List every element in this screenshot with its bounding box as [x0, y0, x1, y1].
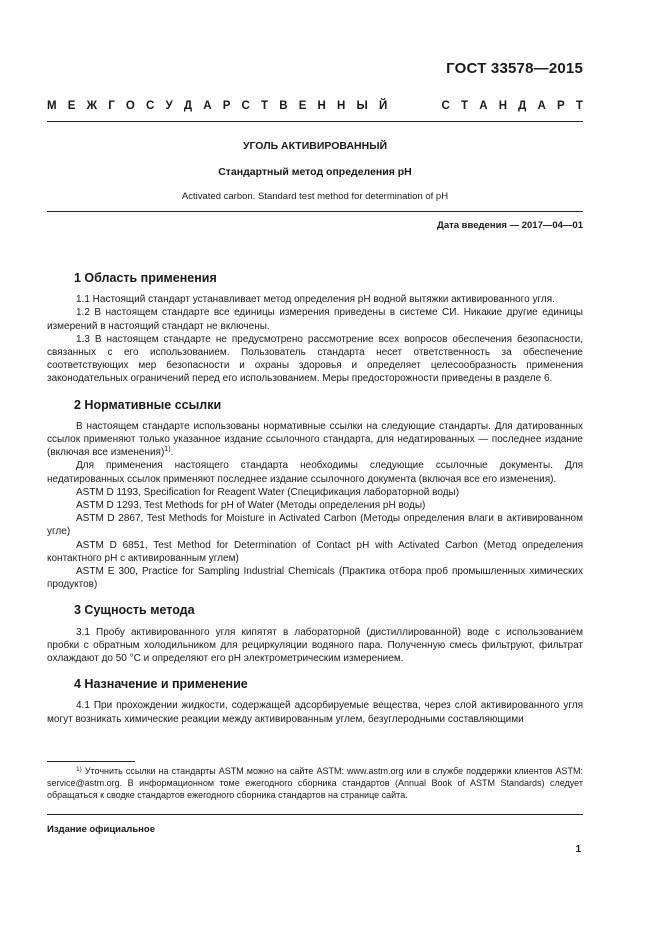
paragraph-end: .: [170, 447, 174, 459]
reference-item: ASTM D 6851, Test Method for Determination of Contact pH with Activated Carbon (Метод определения контактного рН с активированным углем): [47, 539, 583, 564]
label-letter: Т: [261, 100, 269, 112]
section-method-essence: [47, 604, 583, 665]
paragraph: 4.1 При прохождении жидкости, содержащей адсорбируемые вещества, через слой активированного угля могут возникать химические реакции между активированным углем, безуглеродными составляющими: [47, 700, 583, 725]
label-letter: А: [537, 100, 546, 112]
document-title: УГОЛЬ АКТИВИРОВАННЫЙ: [242, 140, 388, 152]
label-letter: [413, 100, 416, 112]
footnote: [47, 765, 583, 801]
section-heading: 3 Сущность метода: [74, 603, 195, 618]
paragraph: [47, 420, 583, 460]
paragraph: Для применения настоящего стандарта необходимы следующие ссылочные документы. Для недатированных ссылок применяют последнее издание ссылочного документа (включая все его изменения).: [47, 460, 583, 485]
label-letter: Е: [298, 100, 307, 112]
label-letter: Н: [317, 100, 326, 112]
official-edition-label: Издание официальное: [47, 824, 155, 835]
footnote-text: Уточнить ссылки на стандарты ASTM можно на сайте ASTM: www.astm.org или в службе поддержки клиентов ASTM: service@astm.org. В информационном томе ежегодного сборника стандартов (Annual Book of ASTM Standards) следует обращаться к сводке стандартов ежегодного сборника стандартов на странице сайта.: [47, 766, 583, 800]
paragraph: 1.3 В настоящем стандарте не предусмотрено рассмотрение всех вопросов обеспечения безопасности, связанных с его использованием. Пользователь стандарта несет ответственность за обеспечение соответствующих мер безопасности и охраны здоровья и определяет целесообразность применения законодательных ограничений перед его использованием. Меры предосторожности приведены в разделе 6.: [47, 333, 583, 385]
document-subtitle: Стандартный метод определения рН: [218, 166, 412, 178]
reference-item: ASTM D 1193, Specification for Reagent Water (Спецификация лабораторной воды): [76, 486, 460, 498]
label-letter: Й: [378, 100, 388, 112]
label-letter: М: [47, 100, 57, 112]
page-number: 1: [575, 844, 581, 855]
standard-number: ГОСТ 33578—2015: [446, 60, 583, 77]
paragraph: 3.1 Пробу активированного угля кипятят в лабораторной (дистиллированной) воде с использованием пробки с обратным холодильником для рециркуляции водяного пара. Полученную смесь фильтруют, фильтрат охлаждают до 50 °С и определяют его рН электрометрическим измерением.: [47, 626, 583, 665]
footnote-mark: 1): [76, 766, 82, 773]
label-letter: Т: [461, 100, 469, 112]
label-letter: Н: [498, 100, 507, 112]
footer-rule: [47, 814, 583, 815]
label-letter: С: [241, 100, 250, 112]
label-letter: С: [441, 100, 450, 112]
section-heading: 4 Назначение и применение: [74, 677, 248, 692]
section-normative-references: [47, 399, 583, 592]
header-rule-bottom: [47, 211, 583, 212]
label-letter: Е: [67, 100, 76, 112]
label-letter: Д: [518, 100, 527, 112]
label-letter: А: [203, 100, 212, 112]
document-body: [47, 272, 583, 739]
section-heading: 1 Область применения: [74, 271, 217, 285]
label-letter: Г: [108, 100, 115, 112]
paragraph: 1.2 В настоящем стандарте все единицы измерения приведены в системе СИ. Никакие другие единицы измерений в настоящий стандарт не включены.: [47, 307, 583, 332]
label-letter: [427, 100, 430, 112]
label-letter: С: [146, 100, 155, 112]
label-letter: Н: [337, 100, 346, 112]
section-purpose: [47, 678, 583, 726]
reference-item: ASTM D 2867, Test Methods for Moisture in Activated Carbon (Методы определения влаги в активированном угле): [47, 513, 583, 538]
header-rule-top: [47, 121, 583, 122]
label-letter: Д: [183, 100, 193, 112]
label-letter: О: [125, 100, 135, 112]
label-letter: Т: [575, 100, 583, 112]
reference-item: ASTM E 300, Practice for Sampling Industrial Chemicals (Практика отбора проб промышленных химических продуктов): [47, 566, 583, 591]
label-letter: Ы: [356, 100, 368, 112]
label-letter: Р: [557, 100, 565, 112]
interstate-standard-label: [47, 100, 583, 112]
footnote-separator: [47, 761, 135, 762]
label-letter: У: [165, 100, 173, 112]
label-letter: В: [279, 100, 288, 112]
label-letter: Р: [222, 100, 231, 112]
footnote-text-block: [47, 765, 583, 801]
label-letter: Ж: [86, 100, 98, 112]
introduction-date: Дата введения — 2017—04—01: [437, 220, 583, 231]
footnote-reference[interactable]: 1): [164, 446, 171, 454]
reference-item: ASTM D 1293, Test Methods for pH of Water (Методы определения рН воды): [76, 500, 426, 512]
label-letter: А: [479, 100, 488, 112]
paragraph: 1.1 Настоящий стандарт устанавливает метод определения рН водной вытяжки активированного угля.: [76, 294, 555, 306]
label-letter: [398, 100, 401, 112]
english-title: Activated carbon. Standard test method for determination of pH: [181, 191, 449, 202]
section-heading: 2 Нормативные ссылки: [74, 397, 222, 412]
section-scope: [47, 272, 583, 386]
paragraph-text: В настоящем стандарте использованы нормативные ссылки на следующие стандарты. Для датированных ссылок применяют только указанное издание ссылочного стандарта, для недатированных — последнее издание (включая все изменения): [47, 420, 583, 459]
